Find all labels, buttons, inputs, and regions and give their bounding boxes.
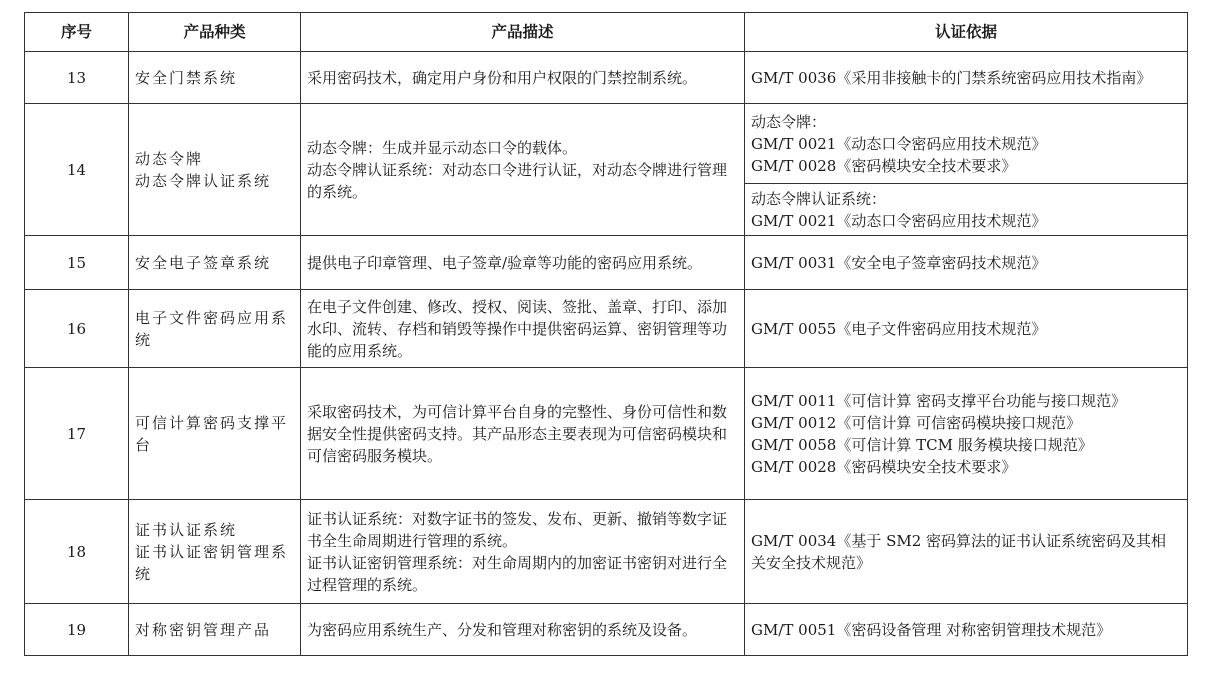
row-basis-token-auth-system	[745, 184, 1188, 236]
row-no: 16	[25, 290, 129, 368]
row-kind: 安全门禁系统	[129, 52, 301, 104]
row-basis	[745, 500, 1188, 604]
basis-line: GM/T 0021《动态口令密码应用技术规范》	[751, 134, 1047, 153]
row-no: 15	[25, 236, 129, 290]
basis-line: GM/T 0021《动态口令密码应用技术规范》	[751, 211, 1047, 230]
row-no: 14	[25, 104, 129, 236]
row-basis	[745, 290, 1188, 368]
basis-line: GM/T 0012《可信计算 可信密码模块接口规范》	[751, 413, 1082, 432]
table-row	[25, 236, 1188, 290]
basis-line: GM/T 0036《采用非接触卡的门禁系统密码应用技术指南》	[751, 68, 1152, 87]
table-row	[25, 604, 1188, 656]
basis-line: GM/T 0055《电子文件密码应用技术规范》	[751, 319, 1047, 338]
row-no: 13	[25, 52, 129, 104]
table-row	[25, 368, 1188, 500]
basis-line: GM/T 0011《可信计算 密码支撑平台功能与接口规范》	[751, 391, 1127, 410]
row-desc: 在电子文件创建、修改、授权、阅读、签批、盖章、打印、添加水印、流转、存档和销毁等操作中提供密码运算、密钥管理等功能的应用系统。	[301, 290, 745, 368]
row-no: 17	[25, 368, 129, 500]
certification-table	[24, 12, 1188, 656]
row-desc: 为密码应用系统生产、分发和管理对称密钥的系统及设备。	[301, 604, 745, 656]
row-basis-dynamic-token	[745, 104, 1188, 184]
row-desc	[301, 104, 745, 236]
row-no: 19	[25, 604, 129, 656]
basis-line: GM/T 0028《密码模块安全技术要求》	[751, 156, 1017, 175]
desc-text: 证书认证系统：对数字证书的签发、发布、更新、撤销等数字证书全生命周期进行管理的系统。 证书认证密钥管理系统：对生命周期内的加密证书密钥对进行全过程管理的系统。	[307, 509, 728, 594]
row-basis	[745, 604, 1188, 656]
header-kind: 产品种类	[129, 13, 301, 52]
row-no: 18	[25, 500, 129, 604]
row-desc	[301, 500, 745, 604]
table-row	[25, 104, 1188, 184]
table-row	[25, 290, 1188, 368]
basis-line: 动态令牌认证系统：	[751, 189, 887, 208]
row-desc: 提供电子印章管理、电子签章/验章等功能的密码应用系统。	[301, 236, 745, 290]
row-kind: 电子文件密码应用系统	[129, 290, 301, 368]
kind-line: 动态令牌 动态令牌认证系统	[135, 149, 272, 190]
row-kind: 可信计算密码支撑平台	[129, 368, 301, 500]
basis-line: GM/T 0051《密码设备管理 对称密钥管理技术规范》	[751, 620, 1112, 639]
row-kind: 安全电子签章系统	[129, 236, 301, 290]
table-row	[25, 500, 1188, 604]
basis-line: 动态令牌：	[751, 112, 827, 131]
basis-line: GM/T 0058《可信计算 TCM 服务模块接口规范》	[751, 435, 1093, 454]
table-row	[25, 52, 1188, 104]
kind-line: 证书认证系统 证书认证密钥管理系统	[135, 520, 289, 583]
basis-line: GM/T 0028《密码模块安全技术要求》	[751, 457, 1017, 476]
header-no: 序号	[25, 13, 129, 52]
basis-line: GM/T 0034《基于 SM2 密码算法的证书认证系统密码及其相关安全技术规范》	[751, 531, 1167, 572]
basis-line: GM/T 0031《安全电子签章密码技术规范》	[751, 253, 1047, 272]
header-basis: 认证依据	[745, 13, 1188, 52]
header-desc: 产品描述	[301, 13, 745, 52]
desc-text: 动态令牌：生成并显示动态口令的载体。 动态令牌认证系统：对动态口令进行认证，对动态令牌进行管理的系统。	[307, 138, 728, 201]
row-kind: 对称密钥管理产品	[129, 604, 301, 656]
row-kind	[129, 104, 301, 236]
row-basis	[745, 368, 1188, 500]
row-kind	[129, 500, 301, 604]
row-basis	[745, 236, 1188, 290]
row-desc: 采取密码技术，为可信计算平台自身的完整性、身份可信性和数据安全性提供密码支持。其产品形态主要表现为可信密码模块和可信密码服务模块。	[301, 368, 745, 500]
row-basis	[745, 52, 1188, 104]
table-header-row	[25, 13, 1188, 52]
row-desc: 采用密码技术，确定用户身份和用户权限的门禁控制系统。	[301, 52, 745, 104]
